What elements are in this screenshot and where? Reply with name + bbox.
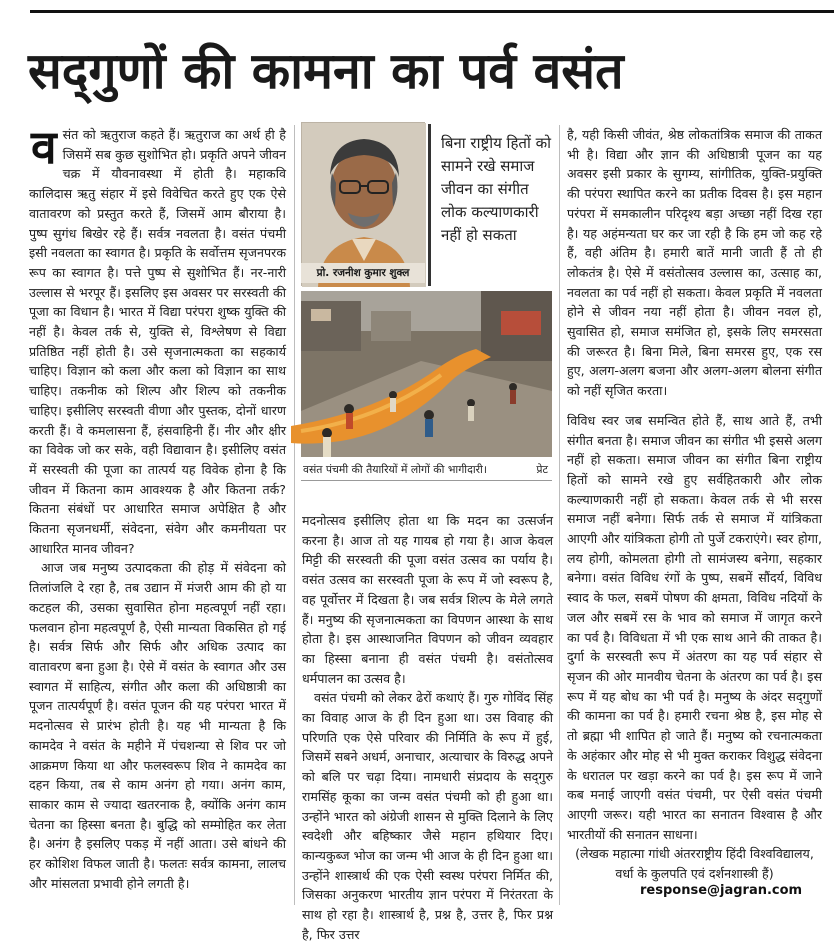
article-column-3 (567, 125, 822, 907)
author-caption: प्रो. रजनीश कुमार शुक्ल (301, 263, 425, 283)
drop-cap: व (31, 120, 57, 174)
article-column-2 (302, 511, 553, 942)
paragraph: है, यही किसी जीवंत, श्रेष्ठ लोकतांत्रिक समाज की ताकत भी है। विद्या और ज्ञान की अधिष्ठात्री पूजन का यह अवसर इसी प्रकार के सुगम्य, सांगीतिक, युक्ति-प्रयुक्ति की परंपरा स्थापित करने का प्रतीक दिवस है। इस महान परंपरा में समकालीन परिदृश्य बड़ा अच्छा नहीं दिख रहा है। यह अहंमन्यता घर कर जा रही है कि हम जो कह रहे हैं, वही अंतिम है। हमारी बातें मानी जाती हैं तो ही लोकतंत्र है। ऐसे में वसंतोत्सव उल्लास का, उत्साह का, नवलता का पर्व नहीं हो सकता। केवल प्रकृति में नवलता होने से जीवन नया नहीं होता है। जीवन नवल हो, सुवासित हो, समाज समंजित हो, इसके लिए समरसता की जरूरत है। बिना मिले, बिना समरस हुए, एक रस हुए, अलग-अलग बजना और अलग-अलग बोलना संगीत को नहीं सृजित करता। (567, 127, 822, 399)
photo-caption (301, 459, 552, 481)
paragraph: विविध स्वर जब समन्वित होते हैं, साथ आते हैं, तभी संगीत बनता है। समाज जीवन का संगीत भी इससे अलग नहीं हो सकता। समाज जीवन का संगीत बिना राष्ट्रीय हितों को सामने रखे हुए सर्वहितकारी और लोक कल्याणकारी नहीं हो सकता। केवल तर्क से भी सरस समाज नहीं बनेगा। सिर्फ तर्क से समाज में यांत्रिकता आएगी और यांत्रिकता होगी तो पुर्जे टकराएंगे। स्वर होगा, लय होगी, कोमलता होगी तो सामंजस्य बनेगा, सहकार बनेगा। वसंत विविध रंगों के पुष्प, सबमें सौंदर्य, विविध स्वाद के फल, सबमें पोषण की क्षमता, विविध नदियों के जल और सबमें रस के भाव को समाज में जागृत करने का पर्व है। विविधता में भी एक साथ आने की ताकत है। दुर्गा के सरस्वती रूप में अंतरण का यह पर्व संहार से सृजन की ओर मानवीय चेतना के अंतरण का पर्व है। इस रूप में यह बोध का भी पर्व है। मनुष्य के अंदर सद्‌गुणों की कामना का पर्व है। हमारी रचना श्रेष्ठ है, इस मोह से तो ब्रह्मा भी शापित हो जाते हैं। मनुष्य को रचनात्मकता के अहंकार और मोह से भी मुक्त कराकर विशुद्ध संवेदना के धरातल पर खड़ा करने का पर्व है। इस रूप में जाने कब मनाई जाएगी वसंत पंचमी, पर ऐसी वसंत पंचमी आएगी जरूर। यही भारत का सनातन विश्वास है और भारतीयों की सनातन साधना। (567, 412, 822, 842)
author-portrait (301, 122, 425, 286)
headline: सद्‌गुणों की कामना का पर्व वसंत (28, 42, 624, 100)
top-rule (30, 10, 834, 13)
author-note: (लेखक महात्मा गांधी अंतरराष्ट्रीय हिंदी विश्वविद्यालय, वर्धा के कुलपति एवं दर्शनशास्त्री हैं) (575, 846, 814, 882)
response-email[interactable]: response@jagran.com (640, 883, 803, 898)
column-divider (559, 125, 560, 905)
news-photo (301, 291, 552, 457)
paragraph: मदनोत्सव इसीलिए होता था कि मदन का उत्सर्जन करना है। आज तो यह गायब हो गया है। आज केवल मिट्टी की सरस्वती की पूजा वसंत उत्सव का पर्याय है। वसंत उत्सव का सरस्वती पूजा के रूप में जो स्वरूप है, वह पूर्वोत्तर में दिखता है। जब सर्वत्र शिल्प के मेले लगते हैं। मनुष्य की सृजनात्मकता का विपणन आस्था के साथ होता है। इस आस्थाजनित विपणन को जीवन व्यवहार का हिस्सा बनाना ही वसंत पंचमी है। वसंतोत्सव धर्मपालन का उत्सव है। (302, 513, 553, 686)
news-photo-image (301, 291, 552, 457)
photo-caption-text: वसंत पंचमी की तैयारियों में लोगों की भागीदारी। (303, 463, 487, 476)
paragraph: संत को ऋतुराज कहते हैं। ऋतुराज का अर्थ ही है जिसमें सब कुछ सुशोभित हो। प्रकृति अपने जीवन चक्र में यौवनावस्था में होती है। महाकवि कालिदास ऋतु संहार में इसे विवेचित करते हुए एक ऐसे वातावरण को प्रस्तुत करते हैं, जिसमें आम बौराया है। पुष्प सुगंध बिखेर रहे हैं। सर्वत्र नवलता है। वसंत पंचमी इसी नवलता का स्वागत है। प्रकृति के सर्वोत्तम सृजनपरक रूप का स्वागत है। पत्ते पुष्प से सुशोभित हैं। नर-नारी उल्लास से भरपूर हैं। इसलिए इस अवसर पर सरस्वती की पूजा का विधान है। भारत में विद्या परंपरा शुष्क युक्ति की नहीं है। केवल तर्क से, युक्ति से, विश्लेषण से विद्या प्रतिष्ठित नहीं होती है। उसे सृजनात्मकता का सहकार्य चाहिए। विज्ञान को कला और कला को विज्ञान का साथ चाहिए। तकनीक को शिल्प और शिल्प को तकनीक चाहिए। इसीलिए सरस्वती वीणा और पुस्तक, दोनों धारण करती हैं। वे कमलासना हैं, हंसवाहिनी हैं। नीर और क्षीर का विवेक जो कर सके, वही विद्यावान है। इसीलिए वसंत में सरस्वती की पूजा का तात्पर्य यह विवेक होना है कि जीवन में कितना काम आवश्यक है और कितना तर्क? कितना संबंधों पर आधारित समाज अपेक्षित है और कितना सृजनधर्मी, संवेदना, संवेग और कमनीयता पर आधारित मानव जीवन? (29, 127, 286, 556)
paragraph: वसंत पंचमी को लेकर ढेरों कथाएं हैं। गुरु गोविंद सिंह का विवाह आज के ही दिन हुआ था। उस विवाह की परिणति एक ऐसे परिवार की निर्मिति के रूप में हुई, जिसमें सबने अधर्म, अनाचार, अत्याचार के विरुद्ध अपने को बलि पर चढ़ा दिया। नामधारी संप्रदाय के सद्‌गुरु रामसिंह कूका का जन्म वसंत पंचमी को ही हुआ था। उन्होंने भारत को अंग्रेजी शासन से मुक्ति दिलाने के लिए स्वदेशी और बहिष्कार जैसे महान हथियार दिए। कान्यकुब्ज भोज का जन्म भी आज के ही दिन हुआ था। उन्होंने शास्त्रार्थ की एक ऐसी स्वस्थ परंपरा निर्मित की, जिसका अनुकरण भारतीय ज्ञान परंपरा में निरंतरता के साथ हो रहा है। शास्त्रार्थ है, प्रश्न है, उत्तर है, फिर प्रश्न है, फिर उत्तर (302, 690, 553, 942)
article-column-1 (29, 120, 286, 907)
pull-quote: बिना राष्ट्रीय हितों को सामने रखे समाज जीवन का संगीत लोक कल्याणकारी नहीं हो सकता (428, 124, 552, 286)
column-divider (294, 125, 295, 905)
photo-credit: प्रेट (536, 463, 548, 476)
paragraph: आज जब मनुष्य उत्पादकता की होड़ में संवेदना को तिलांजलि दे रहा है, तब उद्यान में मंजरी आम की हो या कटहल की, उसका सुवासित होना महत्वपूर्ण नहीं रहा। फलवान होना महत्वपूर्ण है, ऐसी मान्यता विकसित हो गई है। सर्वत्र सिर्फ और सिर्फ और अधिक उत्पाद का वातावरण बना हुआ है। ऐसे में वसंत के स्वागत और उस स्वागत में साहित्य, संगीत और कला की अधिष्ठात्री का पूजन तात्पर्यपूर्ण है। वसंत पूजन की यह परंपरा भारत में मदनोत्सव से प्रारंभ होती है। यह भी मान्यता है कि कामदेव ने वसंत के महीने में पंचशन्या से शिव पर जो आक्रमण किया था और फलस्वरूप शिव ने कामदेव का दहन किया, तब से काम अनंग हो गया। अनंग काम, साकार काम से ज्यादा खतरनाक है, क्योंकि अनंग काम चेतना का हिस्सा बनता है। बुद्धि को सम्मोहित कर लेता है। अनंग है इसलिए पकड़ में नहीं आता। उसे बांधने की हर कोशिश विफल जाती है। फलतः सर्वत्र कामना, लालच और मांसलता प्रभावी होने लगती है। (29, 560, 286, 891)
